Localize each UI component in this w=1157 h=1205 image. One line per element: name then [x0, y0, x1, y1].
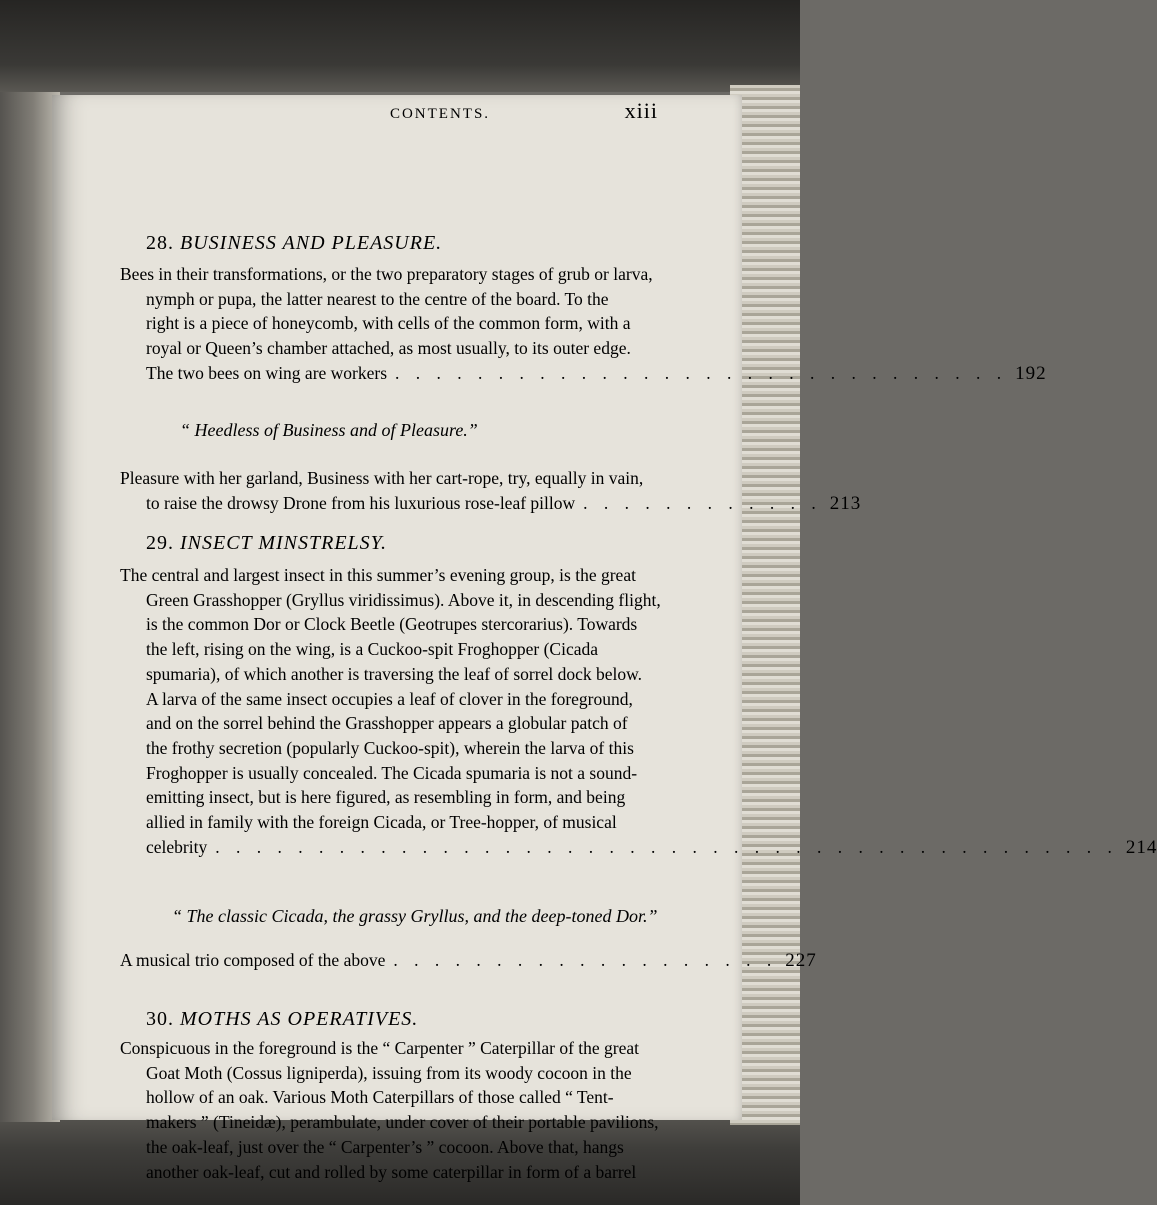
entry-line: Bees in their transformations, or the two preparatory stages of grub or larva, — [120, 264, 653, 284]
section-number: 28. — [146, 232, 174, 254]
entry-line: and on the sorrel behind the Grasshopper appears a globular patch of — [146, 713, 628, 734]
entry-line: the frothy secretion (popularly Cuckoo-spit), wherein the larva of this — [146, 737, 634, 758]
section-title — [146, 532, 387, 555]
entry-line: right is a piece of honeycomb, with cells of the common form, with a — [146, 313, 631, 334]
dot-leader: . . . . . . . . . . . . — [583, 492, 822, 513]
plate-caption: “ The classic Cicada, the grassy Gryllus, and the deep-toned Dor.” — [172, 906, 658, 926]
entry-line: royal or Queen’s chamber attached, as most usually, to its outer edge. — [146, 338, 631, 359]
section-heading: BUSINESS AND PLEASURE. — [180, 232, 443, 254]
dot-leader: . . . . . . . . . . . . . . . . . . . . . . . . . . . . . . — [395, 362, 1008, 383]
entry-line: The two bees on wing are workers — [146, 362, 388, 383]
book-gutter — [0, 92, 60, 1122]
entry-line: to raise the drowsy Drone from his luxurious rose-leaf pillow — [146, 492, 576, 513]
entry-line: Froghopper is usually concealed. The Cicada spumaria is not a sound- — [146, 762, 638, 783]
entry-page-number: 192 — [1015, 362, 1047, 384]
section-heading: MOTHS AS OPERATIVES. — [180, 1008, 419, 1030]
entry-line: hollow of an oak. Various Moth Caterpillars of those called “ Tent- — [146, 1087, 614, 1108]
dot-leader: . . . . . . . . . . . . . . . . . . . — [393, 950, 778, 970]
entry-leader-line — [120, 835, 1157, 861]
entry-paragraph — [120, 563, 1157, 860]
entry-line: allied in family with the foreign Cicada, or Tree-hopper, of musical — [146, 812, 617, 833]
entry-line: Green Grasshopper (Gryllus viridissimus). Above it, in descending flight, — [146, 589, 661, 610]
section-title — [146, 1008, 418, 1031]
entry-paragraph — [120, 948, 817, 974]
entry-line: celebrity — [146, 836, 208, 857]
running-head: CONTENTS. — [389, 106, 491, 122]
entry-paragraph — [120, 466, 862, 516]
section-number: 30. — [146, 1008, 174, 1030]
entry-page-number: 227 — [785, 950, 817, 971]
entry-line: Goat Moth (Cossus ligniperda), issuing from its woody cocoon in the — [146, 1062, 632, 1083]
entry-paragraph — [120, 1036, 659, 1184]
entry-line: The central and largest insect in this summer’s evening group, is the great — [120, 565, 636, 585]
dot-leader: . . . . . . . . . . . . . . . . . . . . . . . . . . . . . . . . . . . . . . . . . . . . — [215, 836, 1118, 857]
entry-line: another oak-leaf, cut and rolled by some caterpillar in form of a barrel — [146, 1161, 637, 1182]
entry-leader-line — [120, 948, 817, 974]
entry-line: Conspicuous in the foreground is the “ Carpenter ” Caterpillar of the great — [120, 1038, 640, 1058]
page-number: xiii — [624, 98, 658, 123]
entry-leader-line — [120, 491, 862, 517]
section-heading: INSECT MINSTRELSY. — [180, 532, 387, 554]
section-title — [146, 232, 442, 255]
entry-page-number: 214 — [1125, 836, 1157, 858]
entry-line: emitting insect, but is here figured, as resembling in form, and being — [146, 787, 626, 808]
entry-line: spumaria), of which another is traversing the leaf of sorrel dock below. — [146, 663, 642, 684]
entry-leader-line — [120, 361, 1047, 387]
entry-line: the oak-leaf, just over the “ Carpenter’s ” cocoon. Above that, hangs — [146, 1136, 624, 1157]
entry-line: nymph or pupa, the latter nearest to the centre of the board. To the — [146, 288, 609, 309]
section-number: 29. — [146, 532, 174, 554]
scan-background-top — [0, 0, 800, 92]
plate-caption: “ Heedless of Business and of Pleasure.” — [180, 420, 478, 440]
entry-line: makers ” (Tineidæ), perambulate, under cover of their portable pavilions, — [146, 1112, 659, 1133]
entry-line: A musical trio composed of the above — [120, 950, 386, 970]
entry-line: the left, rising on the wing, is a Cuckoo-spit Froghopper (Cicada — [146, 639, 599, 660]
entry-paragraph — [120, 262, 1047, 387]
entry-page-number: 213 — [829, 492, 862, 514]
entry-line: A larva of the same insect occupies a leaf of clover in the foreground, — [146, 688, 633, 709]
entry-line: Pleasure with her garland, Business with her cart-rope, try, equally in vain, — [120, 468, 644, 488]
entry-line: is the common Dor or Clock Beetle (Geotrupes stercorarius). Towards — [146, 614, 638, 635]
